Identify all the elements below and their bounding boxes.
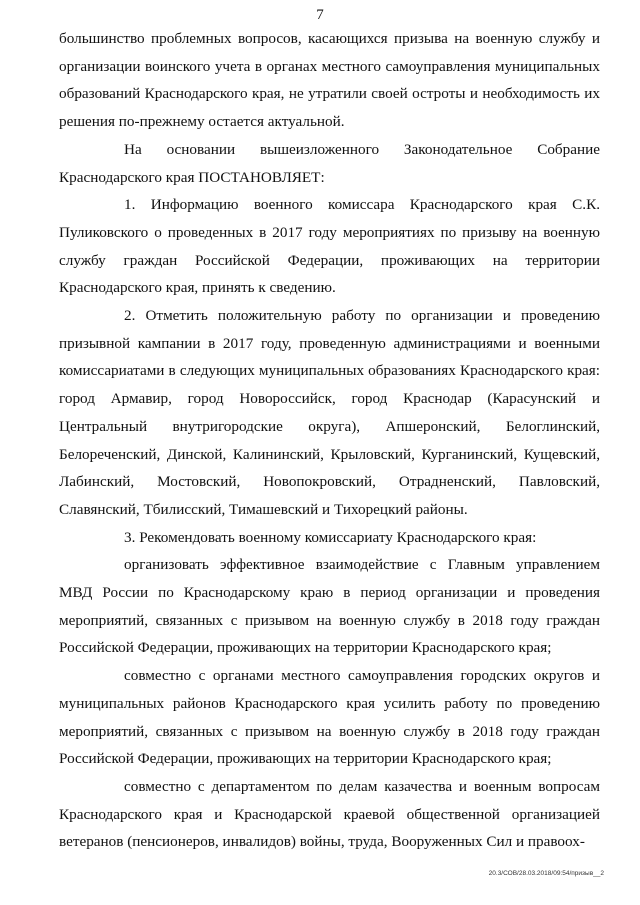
paragraph-item-3: 3. Рекомендовать военному комиссариату Краснодарского края: (124, 528, 537, 546)
paragraph-item-1: 1. Информацию военного комиссара Краснодарского края С.К. Пуликовского о проведенных в 2017 году мероприятиях по призыву на военную службу граждан Российской Федерации, проживающих на территории Краснодарского края, принять к сведению. (59, 196, 600, 297)
paragraph-continuation: большинство проблемных вопросов, касающихся призыва на военную службу и организации воинского учета в органах местного самоуправления муниципальных образований Краснодарского края, не утратили своей остроты и необходимость их решения по-прежнему остается актуальной. (59, 30, 600, 131)
paragraph-item-2: 2. Отметить положительную работу по организации и проведению призывной кампании в 2017 году, проведенную администрациями и военными комиссариатами в следующих муниципальных образованиях Краснодарского края: город Армавир, город Новороссийск, город Краснодар (Карасунский и Центральный внутригородские округа), Апшеронский, Белоглинский, Белореченский, Динской, Калининский, Крыловский, Курганинский, Кущевский, Лабинский, Мостовский, Новопокровский, Отрадненский, Павловский, Славянский, Тбилисский, Тимашевский и Тихорецкий районы. (59, 307, 600, 518)
paragraph-resolution-intro: На основании вышеизложенного Законодательное Собрание Краснодарского края ПОСТАНОВЛЯЕТ: (59, 140, 600, 186)
document-body (59, 25, 600, 856)
footer-document-stamp: 20.3/СОВ/28.03.2018/09:54/призыв__2 (488, 870, 604, 877)
paragraph-item-3-sub-3: совместно с департаментом по делам казачества и военным вопросам Краснодарского края и Краснодарской краевой общественной организацией ветеранов (пенсионеров, инвалидов) войны, труда, Вооруженных Сил и правоох- (59, 777, 600, 851)
page-number: 7 (316, 7, 324, 23)
paragraph-item-3-sub-1: организовать эффективное взаимодействие с Главным управлением МВД России по Краснодарскому краю в период организации и проведения мероприятий, связанных с призывом на военную службу в 2018 году граждан Российской Федерации, проживающих на территории Краснодарского края; (59, 556, 600, 657)
paragraph-item-3-sub-2: совместно с органами местного самоуправления городских округов и муниципальных районов Краснодарского края усилить работу по проведению мероприятий, связанных с призывом на военную службу в 2018 году граждан Российской Федерации, проживающих на территории Краснодарского края; (59, 667, 600, 768)
